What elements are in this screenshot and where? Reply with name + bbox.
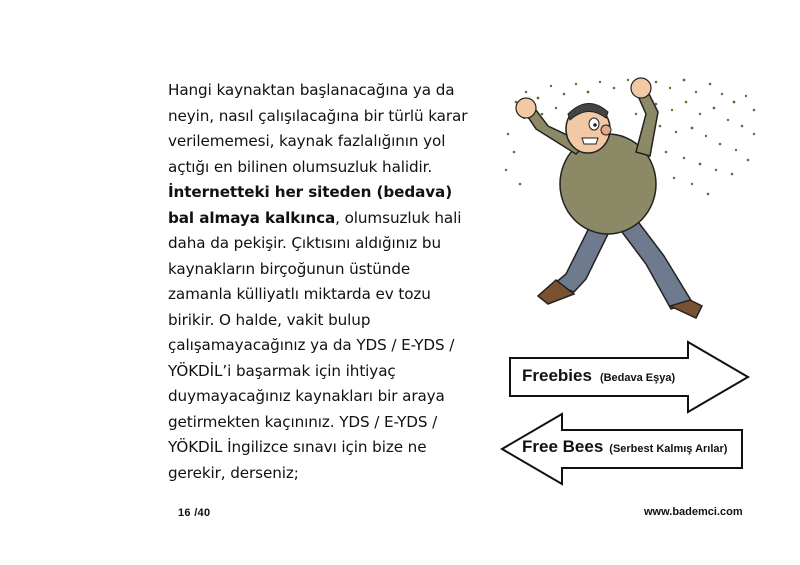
paragraph-bold-text: İnternetteki her siteden (bedava) bal almaya kalkınca bbox=[168, 183, 453, 227]
free-bees-text: Free Bees bbox=[522, 437, 604, 456]
freebies-translation: (Bedava Eşya) bbox=[599, 372, 676, 384]
paragraph-text-2: , olumsuzluk hali daha da pekişir. Çıktısını aldığınız bu kaynakların birçoğunun üstünde zamanla külliyatlı miktarda ev tozu birikir. O halde, vakit bulup çalışamayacağınız ya da YDS / E-YDS / YÖKDİL’i başarmak için ihtiyaç duymayacağınız kaynakları bir araya getirmekten kaçınınız. YDS / E-YDS / YÖKDİL İngilizce sınavı için bize ne gerekir, derseniz; bbox=[168, 208, 462, 482]
bee-swarm-illustration bbox=[496, 74, 766, 324]
website-url: www.bademci.com bbox=[644, 506, 743, 518]
paragraph-text-1: Hangi kaynaktan başlanacağına ya da neyin, nasıl çalışılacağına bir türlü karar verilememesi, kaynak fazlalığının yol açtığı en bilinen olumsuzluk halidir. bbox=[168, 81, 468, 176]
page-number: 16 /40 bbox=[178, 507, 211, 519]
free-bees-label bbox=[522, 437, 727, 457]
freebies-label bbox=[522, 366, 675, 386]
main-paragraph bbox=[168, 78, 478, 486]
freebies-text: Freebies bbox=[522, 366, 592, 385]
free-bees-translation: (Serbest Kalmış Arılar) bbox=[609, 443, 728, 455]
